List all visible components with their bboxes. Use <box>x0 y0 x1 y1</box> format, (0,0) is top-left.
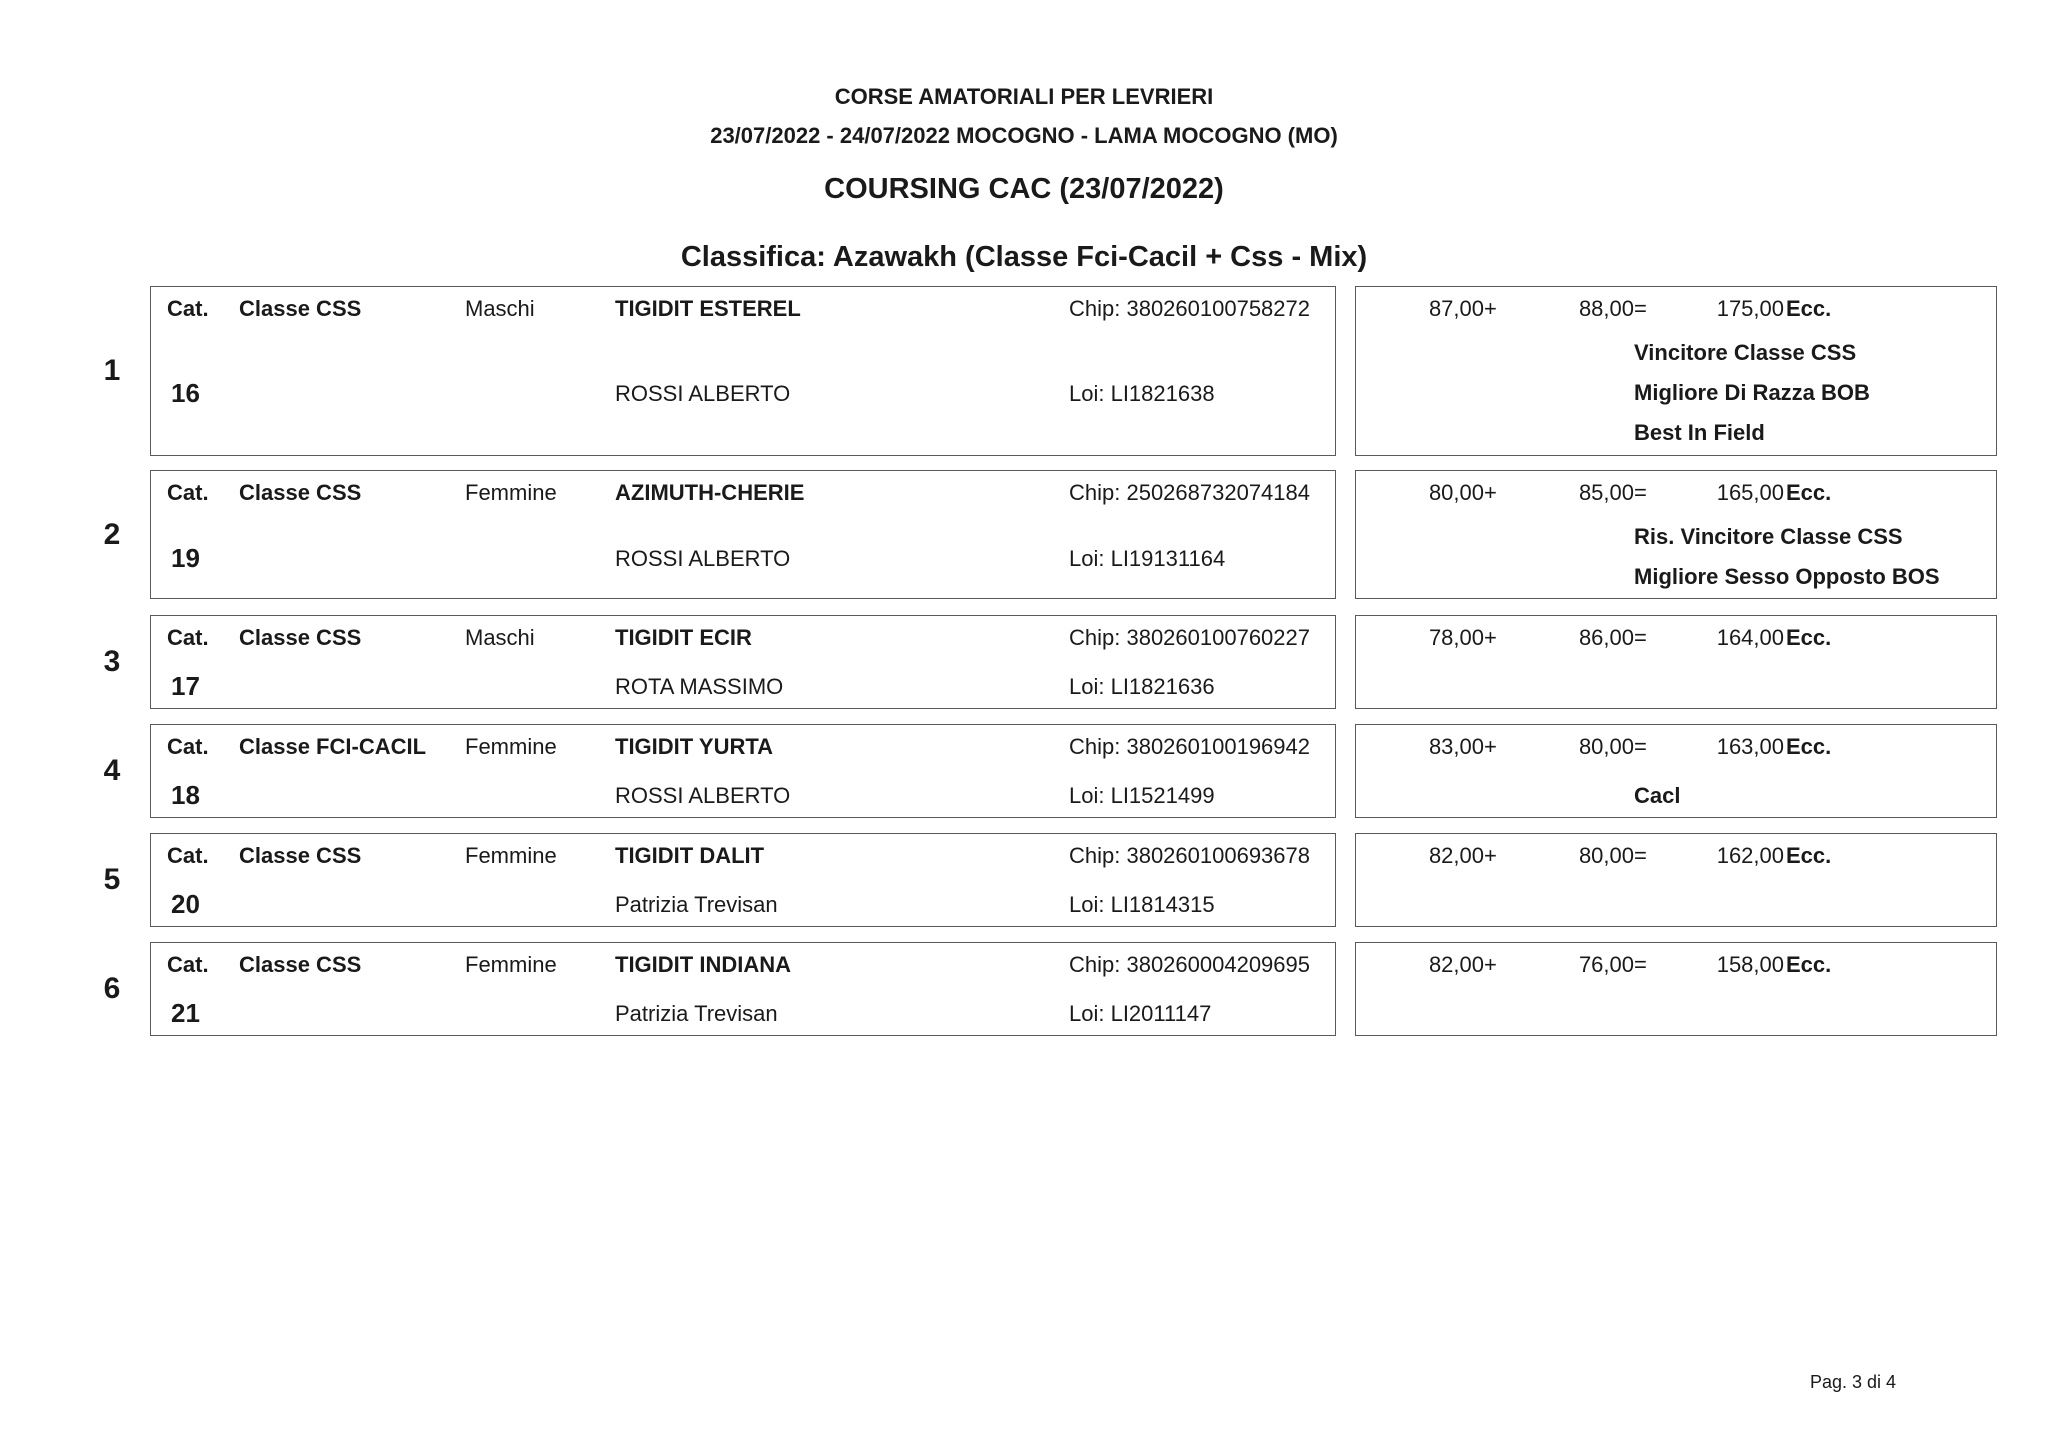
owner-name: ROTA MASSIMO <box>615 674 784 699</box>
score-1: 87,00 <box>1428 296 1484 321</box>
dog-info-box <box>150 286 1336 456</box>
dog-info-box <box>150 470 1336 599</box>
sex: Femmine <box>465 734 557 759</box>
chip-number: Chip: 380260004209695 <box>1069 952 1311 977</box>
page-number: Pag. 3 di 4 <box>1810 1372 1897 1392</box>
ranking-entry <box>0 942 2048 1036</box>
category-label: Cat. <box>167 734 209 759</box>
award: Cacl <box>1634 783 1681 808</box>
qualifier: Ecc. <box>1786 296 1832 321</box>
plus-sign: + <box>1484 843 1497 868</box>
sex: Maschi <box>465 296 535 321</box>
equals-sign: = <box>1634 734 1647 759</box>
qualifier: Ecc. <box>1786 952 1832 977</box>
score-box <box>1355 942 1997 1036</box>
score-box <box>1355 286 1997 456</box>
plus-sign: + <box>1484 296 1497 321</box>
rank-number: 4 <box>103 754 121 787</box>
chip-number: Chip: 380260100758272 <box>1069 296 1311 321</box>
score-1: 78,00 <box>1428 625 1484 650</box>
loi-number: Loi: LI1821636 <box>1069 674 1215 699</box>
loi-number: Loi: LI1521499 <box>1069 783 1215 808</box>
total-score: 163,00 <box>1716 734 1784 759</box>
rank-number: 2 <box>103 517 121 551</box>
class-name: Classe CSS <box>239 625 362 650</box>
catalog-number: 16 <box>171 378 200 408</box>
dog-info-box <box>150 942 1336 1036</box>
score-2: 76,00 <box>1578 952 1634 977</box>
award: Migliore Di Razza BOB <box>1634 380 1870 405</box>
owner-name: ROSSI ALBERTO <box>615 546 791 571</box>
owner-name: ROSSI ALBERTO <box>615 381 791 406</box>
dog-name: TIGIDIT ESTEREL <box>615 296 801 321</box>
rank-number: 1 <box>103 354 121 387</box>
loi-number: Loi: LI1821638 <box>1069 381 1215 406</box>
plus-sign: + <box>1484 480 1497 505</box>
chip-number: Chip: 380260100693678 <box>1069 843 1311 868</box>
score-1: 80,00 <box>1428 480 1484 505</box>
dog-name: TIGIDIT ECIR <box>615 625 752 650</box>
dog-name: AZIMUTH-CHERIE <box>615 480 805 505</box>
score-2: 80,00 <box>1578 734 1634 759</box>
chip-number: Chip: 250268732074184 <box>1069 480 1311 505</box>
equals-sign: = <box>1634 625 1647 650</box>
category-label: Cat. <box>167 480 209 505</box>
score-1: 83,00 <box>1428 734 1484 759</box>
sex: Maschi <box>465 625 535 650</box>
catalog-number: 21 <box>171 998 200 1028</box>
sex: Femmine <box>465 480 557 505</box>
plus-sign: + <box>1484 625 1497 650</box>
total-score: 175,00 <box>1716 296 1784 321</box>
award: Best In Field <box>1634 420 1765 445</box>
score-1: 82,00 <box>1428 843 1484 868</box>
ranking-entry <box>0 615 2048 709</box>
dog-name: TIGIDIT INDIANA <box>615 952 791 977</box>
score-box <box>1355 833 1997 927</box>
chip-number: Chip: 380260100196942 <box>1069 734 1311 759</box>
event-dates-location: 23/07/2022 - 24/07/2022 MOCOGNO - LAMA MOCOGNO (MO) <box>710 123 1338 148</box>
qualifier: Ecc. <box>1786 480 1832 505</box>
score-1: 82,00 <box>1428 952 1484 977</box>
ranking-entry <box>0 470 2048 599</box>
award: Ris. Vincitore Classe CSS <box>1634 524 1903 549</box>
catalog-number: 19 <box>171 543 200 573</box>
owner-name: Patrizia Trevisan <box>615 892 778 917</box>
dog-info-box <box>150 833 1336 927</box>
class-name: Classe CSS <box>239 480 362 505</box>
score-2: 85,00 <box>1578 480 1634 505</box>
ranking-entry <box>0 286 2048 456</box>
dog-info-box <box>150 724 1336 818</box>
dog-name: TIGIDIT YURTA <box>615 734 774 759</box>
total-score: 164,00 <box>1716 625 1784 650</box>
sex: Femmine <box>465 952 557 977</box>
score-2: 88,00 <box>1578 296 1634 321</box>
plus-sign: + <box>1484 734 1497 759</box>
total-score: 162,00 <box>1716 843 1784 868</box>
owner-name: Patrizia Trevisan <box>615 1001 778 1026</box>
equals-sign: = <box>1634 480 1647 505</box>
equals-sign: = <box>1634 843 1647 868</box>
dog-info-box <box>150 615 1336 709</box>
class-name: Classe CSS <box>239 296 362 321</box>
catalog-number: 18 <box>171 780 200 810</box>
class-name: Classe FCI-CACIL <box>239 734 427 759</box>
score-box <box>1355 724 1997 818</box>
award: Vincitore Classe CSS <box>1634 340 1857 365</box>
catalog-number: 20 <box>171 889 200 919</box>
score-2: 80,00 <box>1578 843 1634 868</box>
category-label: Cat. <box>167 843 209 868</box>
ranking-entry <box>0 833 2048 927</box>
award: Migliore Sesso Opposto BOS <box>1634 564 1940 589</box>
qualifier: Ecc. <box>1786 625 1832 650</box>
rank-number: 3 <box>103 645 121 678</box>
loi-number: Loi: LI2011147 <box>1069 1001 1212 1026</box>
rank-number: 5 <box>103 863 121 896</box>
chip-number: Chip: 380260100760227 <box>1069 625 1311 650</box>
equals-sign: = <box>1634 952 1647 977</box>
qualifier: Ecc. <box>1786 734 1832 759</box>
score-box <box>1355 470 1997 599</box>
category-label: Cat. <box>167 952 209 977</box>
competition-title: COURSING CAC (23/07/2022) <box>824 173 1224 205</box>
event-title: CORSE AMATORIALI PER LEVRIERI <box>834 84 1214 109</box>
rank-number: 6 <box>103 972 121 1005</box>
score-box <box>1355 615 1997 709</box>
dog-name: TIGIDIT DALIT <box>615 843 765 868</box>
sex: Femmine <box>465 843 557 868</box>
total-score: 158,00 <box>1716 952 1784 977</box>
owner-name: ROSSI ALBERTO <box>615 783 791 808</box>
class-name: Classe CSS <box>239 952 362 977</box>
ranking-title: Classifica: Azawakh (Classe Fci-Cacil + Css - Mix) <box>680 241 1368 273</box>
plus-sign: + <box>1484 952 1497 977</box>
category-label: Cat. <box>167 625 209 650</box>
ranking-entry <box>0 724 2048 818</box>
category-label: Cat. <box>167 296 209 321</box>
catalog-number: 17 <box>171 671 200 701</box>
qualifier: Ecc. <box>1786 843 1832 868</box>
equals-sign: = <box>1634 296 1647 321</box>
score-2: 86,00 <box>1578 625 1634 650</box>
loi-number: Loi: LI19131164 <box>1069 546 1226 571</box>
total-score: 165,00 <box>1716 480 1784 505</box>
class-name: Classe CSS <box>239 843 362 868</box>
loi-number: Loi: LI1814315 <box>1069 892 1215 917</box>
